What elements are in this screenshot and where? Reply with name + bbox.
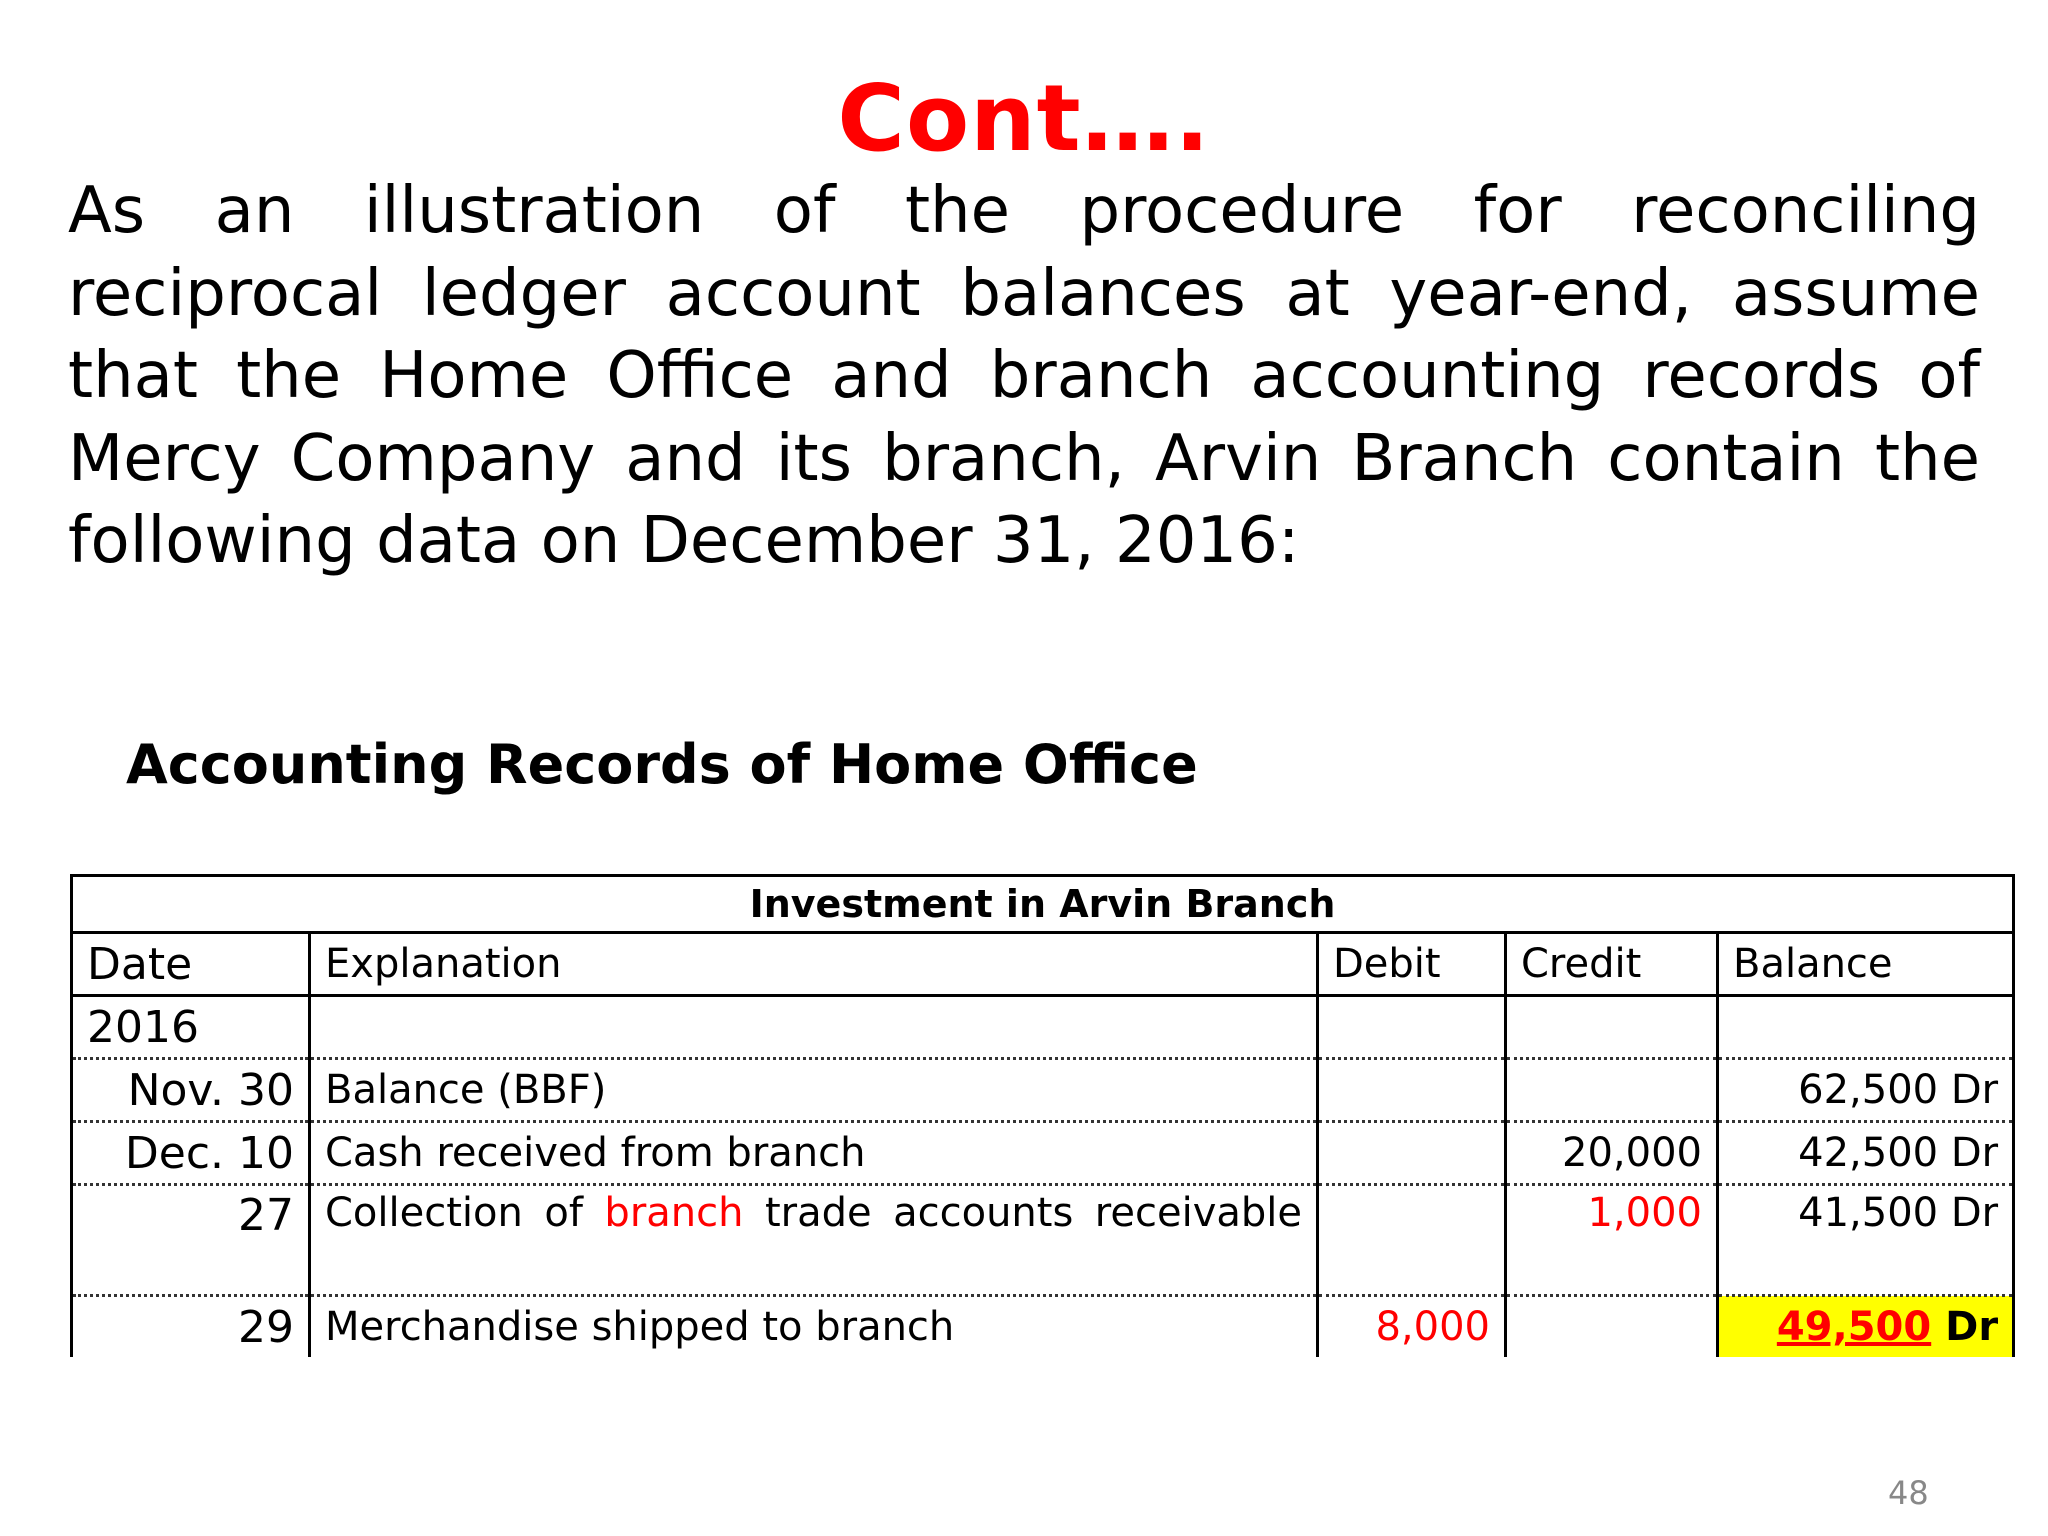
- intro-paragraph: [68, 170, 1980, 583]
- table-row: [72, 996, 2014, 1059]
- credit-cell: 1,000: [1506, 1185, 1718, 1296]
- explanation-cell: [310, 1185, 1318, 1296]
- explanation-cell: Balance (BBF): [310, 1059, 1318, 1122]
- table-row: [72, 1059, 2014, 1122]
- paragraph-line: reciprocal ledger account balances at year-end, assume: [68, 256, 1980, 331]
- table-row: [72, 1185, 2014, 1296]
- debit-cell: [1318, 1185, 1506, 1296]
- slide-title: Cont….: [837, 65, 1211, 172]
- page-number: 48: [1888, 1474, 1929, 1512]
- header-balance: Balance: [1718, 933, 2014, 996]
- date-cell: 29: [72, 1296, 310, 1358]
- ledger-caption: Investment in Arvin Branch: [72, 876, 2014, 933]
- year-cell: 2016: [72, 996, 310, 1059]
- paragraph-line: that the Home Office and branch accounting records of: [68, 339, 1980, 413]
- balance-suffix: Dr: [1931, 1304, 1999, 1350]
- debit-cell: [1318, 1059, 1506, 1122]
- debit-cell: 8,000: [1318, 1296, 1506, 1358]
- table-row: [72, 1122, 2014, 1185]
- explanation-part: Collection of: [325, 1190, 605, 1236]
- debit-cell: [1318, 1122, 1506, 1185]
- date-cell: Dec. 10: [72, 1122, 310, 1185]
- explanation-part-highlight: branch: [604, 1190, 744, 1236]
- header-credit: Credit: [1506, 933, 1718, 996]
- table-row: [72, 1296, 2014, 1358]
- balance-cell-highlighted: [1718, 1296, 2014, 1358]
- header-date: Date: [72, 933, 310, 996]
- ledger-table: [70, 874, 2015, 1357]
- paragraph-line: Mercy Company and its branch, Arvin Branch contain the: [68, 421, 1980, 496]
- date-cell: Nov. 30: [72, 1059, 310, 1122]
- ledger-caption-row: [72, 876, 2014, 933]
- ledger-header-row: [72, 933, 2014, 996]
- balance-cell: 41,500 Dr: [1718, 1185, 2014, 1296]
- section-heading: Accounting Records of Home Office: [126, 733, 1198, 796]
- explanation-cell: Merchandise shipped to branch: [310, 1296, 1318, 1358]
- balance-cell: 42,500 Dr: [1718, 1122, 2014, 1185]
- explanation-part: trade accounts receivable: [743, 1190, 1302, 1236]
- balance-amount: 49,500: [1776, 1304, 1932, 1350]
- credit-cell: [1506, 1296, 1718, 1358]
- credit-cell: [1506, 1059, 1718, 1122]
- balance-cell: 62,500 Dr: [1718, 1059, 2014, 1122]
- credit-cell: 20,000: [1506, 1122, 1718, 1185]
- paragraph-line: As an illustration of the procedure for reconciling: [68, 174, 1980, 248]
- header-debit: Debit: [1318, 933, 1506, 996]
- paragraph-line: following data on December 31, 2016:: [68, 504, 1300, 578]
- header-explanation: Explanation: [310, 933, 1318, 996]
- date-cell: 27: [72, 1185, 310, 1296]
- explanation-cell: Cash received from branch: [310, 1122, 1318, 1185]
